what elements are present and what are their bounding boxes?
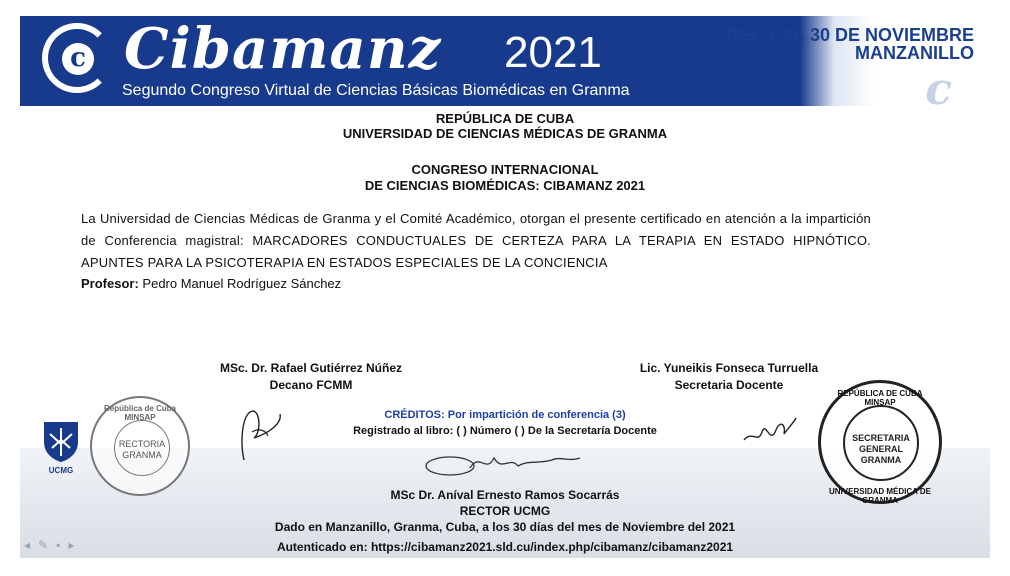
professor-line — [81, 276, 341, 291]
authentication-line: Autenticado en: https://cibamanz2021.sld.cu/index.php/cibamanz/cibamanz2021 — [276, 540, 734, 554]
ucmg-logo-icon — [38, 418, 84, 464]
secretaria-stamp — [818, 380, 942, 504]
rector-signature — [420, 444, 590, 480]
registry-line: Registrado al libro: ( ) Número ( ) De la Secretaría Docente — [353, 425, 657, 437]
university-heading: UNIVERSIDAD DE CIENCIAS MÉDICAS DE GRANMA — [342, 126, 668, 141]
professor-name: Pedro Manuel Rodríguez Sánchez — [142, 276, 342, 291]
rectoria-stamp — [90, 396, 190, 496]
issued-line: Dado en Manzanillo, Granma, Cuba, a los 30 días del mes de Noviembre del 2021 — [274, 520, 736, 534]
logo-letter: c — [62, 43, 94, 75]
dean-signature-block — [196, 360, 426, 394]
brand-year: 2021 — [504, 28, 602, 77]
ucmg-label: UCMG — [48, 466, 74, 475]
credits-label: CRÉDITOS: — [384, 409, 445, 421]
rector-title: RECTOR UCMG — [459, 504, 551, 518]
banner-subtitle: Segundo Congreso Virtual de Ciencias Básicas Biomédicas en Granma — [122, 82, 630, 99]
secretaria-stamp-bottom: UNIVERSIDAD MÉDICA DE GRANMA — [829, 487, 931, 505]
congress-heading-1: CONGRESO INTERNACIONAL — [411, 162, 599, 177]
slide-controls-icon[interactable]: ◂✎▪▸ — [24, 538, 83, 552]
dates-line-2: MANZANILLO — [855, 43, 974, 63]
banner-watermark-icon: c — [925, 64, 952, 106]
rectoria-stamp-center: RECTORIA GRANMA — [114, 420, 170, 476]
congress-heading-2: DE CIENCIAS BIOMÉDICAS: CIBAMANZ 2021 — [364, 178, 646, 193]
secretary-signature-block — [614, 360, 844, 394]
secretaria-stamp-center: SECRETARIA GENERAL GRANMA — [843, 405, 919, 481]
dean-title: Decano FCMM — [269, 378, 353, 392]
secretary-name: Lic. Yuneikis Fonseca Turruella — [639, 361, 819, 375]
ucmg-logo — [38, 418, 84, 480]
brand-name: Cibamanz — [124, 16, 442, 82]
professor-label: Profesor: — [81, 276, 139, 291]
dean-name: MSc. Dr. Rafael Gutiérrez Núñez — [219, 361, 403, 375]
event-banner — [20, 16, 990, 106]
secretary-title: Secretaria Docente — [674, 378, 784, 392]
certificate-body: La Universidad de Ciencias Médicas de Granma y el Comité Académico, otorgan el presente certificado en atención a la impartición de Conferencia magistral: MARCADORES CONDUCTUALES DE CERTEZA PARA LA TERAPIA EN ESTADO HIPNÓTICO. APUNTES PARA LA PSICOTERAPIA EN ESTADOS ESPECIALES DE LA CONCIENCIA — [81, 211, 871, 270]
country-heading: REPÚBLICA DE CUBA — [435, 111, 575, 126]
secretaria-stamp-ring: REPÚBLICA DE CUBA MINSAP — [837, 389, 923, 407]
credits-detail: Por impartición de conferencia (3) — [447, 409, 626, 421]
rector-name: MSc Dr. Aníval Ernesto Ramos Socarrás — [390, 488, 620, 502]
dates-line-1: DEL 1 AL 30 DE NOVIEMBRE — [726, 25, 974, 45]
event-dates — [726, 26, 974, 62]
rectoria-stamp-ring: República de Cuba MINSAP — [103, 404, 176, 422]
